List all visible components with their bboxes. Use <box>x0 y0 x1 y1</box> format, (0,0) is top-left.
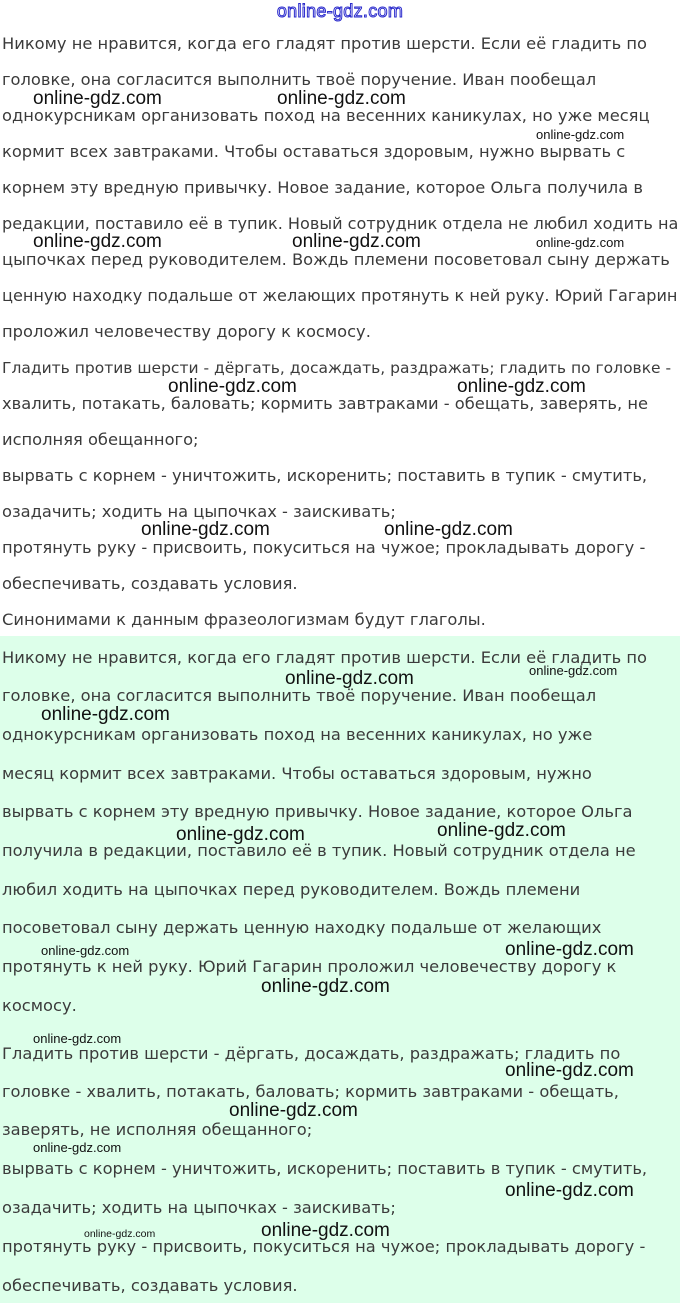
watermark: online-gdz.com <box>261 1220 390 1241</box>
text-line: Синонимами к данным фразеологизмам будут глаголы. <box>2 610 486 629</box>
watermark: online-gdz.com <box>529 663 618 678</box>
text-line: вырвать с корнем - уничтожить, искоренить; поставить в тупик - смутить, <box>2 466 648 485</box>
text-line: месяц кормит всех завтраками. Чтобы оставаться здоровым, нужно <box>2 764 592 783</box>
header-watermark: online-gdz.com <box>276 1 404 21</box>
text-line: протянуть к ней руку. Юрий Гагарин проложил человечеству дорогу к <box>2 957 617 976</box>
text-line: проложил человечеству дорогу к космосу. <box>2 322 371 341</box>
text-line: головке, она согласится выполнить твоё поручение. Иван пообещал <box>2 686 597 705</box>
watermark: online-gdz.com <box>33 88 162 109</box>
text-line: Гладить против шерсти - дёргать, досаждать, раздражать; гладить по <box>2 1044 621 1063</box>
text-line: хвалить, потакать, баловать; кормить завтраками - обещать, заверять, не <box>2 394 649 413</box>
watermark: online-gdz.com <box>536 235 625 250</box>
text-line: Никому не нравится, когда его гладят против шерсти. Если её гладить по <box>2 34 648 53</box>
text-line: космосу. <box>2 996 77 1015</box>
text-line: озадачить; ходить на цыпочках - заискивать; <box>2 1198 396 1217</box>
text-line: однокурсникам организовать поход на весенних каникулах, но уже месяц <box>2 106 650 125</box>
watermark: online-gdz.com <box>505 939 634 960</box>
watermark: online-gdz.com <box>384 519 513 540</box>
watermark: online-gdz.com <box>141 519 270 540</box>
watermark: online-gdz.com <box>168 376 297 397</box>
text-line: исполняя обещанного; <box>2 430 199 449</box>
text-line: любил ходить на цыпочках перед руководителем. Вождь племени <box>2 880 581 899</box>
text-line: вырвать с корнем - уничтожить, искоренить; поставить в тупик - смутить, <box>2 1159 648 1178</box>
watermark: online-gdz.com <box>536 127 625 142</box>
text-line: головке - хвалить, потакать, баловать; кормить завтраками - обещать, <box>2 1082 619 1101</box>
text-line: обеспечивать, создавать условия. <box>2 574 298 593</box>
text-line: ценную находку подальше от желающих протянуть к ней руку. Юрий Гагарин <box>2 286 678 305</box>
text-line: Гладить против шерсти - дёргать, досаждать, раздражать; гладить по головке - <box>2 359 672 377</box>
text-line: посоветовал сыну держать ценную находку подальше от желающих <box>2 918 602 937</box>
text-line: однокурсникам организовать поход на весенних каникулах, но уже <box>2 725 593 744</box>
watermark: online-gdz.com <box>505 1180 634 1201</box>
watermark: online-gdz.com <box>229 1100 358 1121</box>
watermark: online-gdz.com <box>285 668 414 689</box>
watermark: online-gdz.com <box>33 1140 122 1155</box>
text-line: редакции, поставило её в тупик. Новый сотрудник отдела не любил ходить на <box>2 214 679 233</box>
watermark: online-gdz.com <box>41 704 170 725</box>
watermark: online-gdz.com <box>176 824 305 845</box>
text-line: головке, она согласится выполнить твоё поручение. Иван пообещал <box>2 70 597 89</box>
text-line: протянуть руку - присвоить, покуситься на чужое; прокладывать дорогу - <box>2 1237 646 1256</box>
text-line: вырвать с корнем эту вредную привычку. Новое задание, которое Ольга <box>2 802 633 821</box>
text-line: заверять, не исполняя обещанного; <box>2 1120 313 1139</box>
text-line: Никому не нравится, когда его гладят против шерсти. Если её гладить по <box>2 648 648 667</box>
text-line: кормит всех завтраками. Чтобы оставаться здоровым, нужно вырвать с <box>2 142 626 161</box>
watermark: online-gdz.com <box>277 88 406 109</box>
watermark: online-gdz.com <box>41 943 130 958</box>
text-line: озадачить; ходить на цыпочках - заискивать; <box>2 502 396 521</box>
text-line: цыпочках перед руководителем. Вождь племени посоветовал сыну держать <box>2 250 670 269</box>
watermark: online-gdz.com <box>292 231 421 252</box>
text-line: корнем эту вредную привычку. Новое задание, которое Ольга получила в <box>2 178 643 197</box>
watermark: online-gdz.com <box>33 1031 122 1046</box>
watermark: online-gdz.com <box>457 376 586 397</box>
watermark: online-gdz.com <box>84 1228 156 1240</box>
text-line: получила в редакции, поставило её в тупик. Новый сотрудник отдела не <box>2 841 636 860</box>
watermark: online-gdz.com <box>437 820 566 841</box>
text-line: протянуть руку - присвоить, покуситься на чужое; прокладывать дорогу - <box>2 538 646 557</box>
text-line: обеспечивать, создавать условия. <box>2 1276 298 1295</box>
watermark: online-gdz.com <box>33 231 162 252</box>
watermark: online-gdz.com <box>261 976 390 997</box>
watermark: online-gdz.com <box>505 1060 634 1081</box>
